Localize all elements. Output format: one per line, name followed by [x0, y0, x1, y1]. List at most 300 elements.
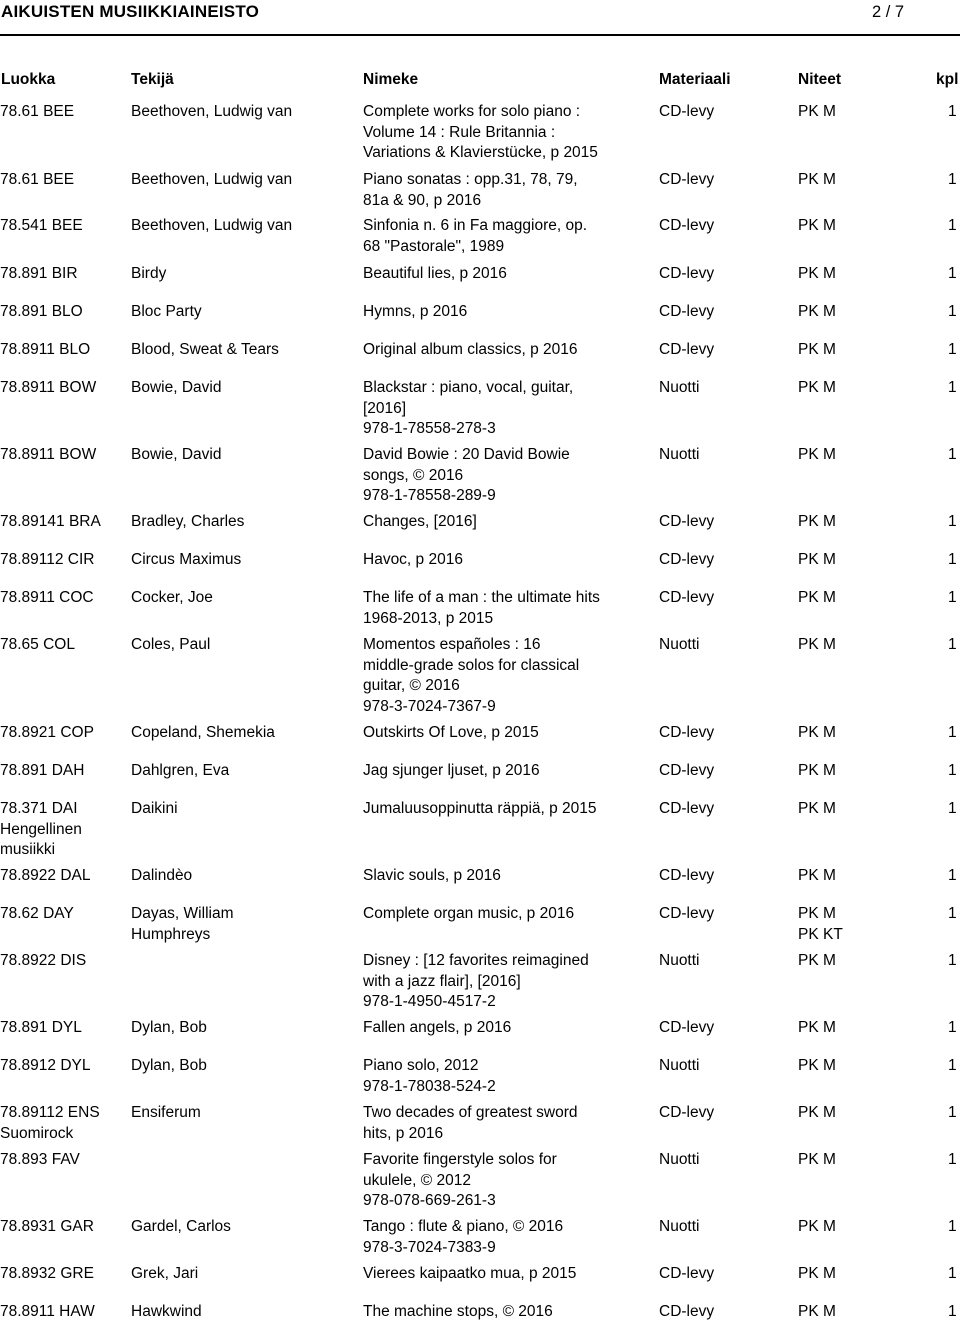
- cell-materiaali: [659, 1264, 794, 1285]
- cell-niteet: [798, 866, 898, 887]
- cell-nimeke: [363, 1217, 653, 1258]
- cell-luokka-line: 78.371 DAI: [0, 800, 78, 817]
- cell-nimeke-line: ukulele, © 2012: [363, 1171, 471, 1189]
- cell-luokka-line: 78.8911 HAW: [0, 1303, 95, 1320]
- cell-kpl-line: 1: [948, 952, 957, 969]
- cell-tekija: [131, 866, 359, 887]
- cell-tekija-line: Circus Maximus: [131, 551, 242, 568]
- cell-niteet-line: PK M: [798, 589, 836, 606]
- cell-kpl-line: 1: [948, 1057, 957, 1074]
- cell-nimeke-line: 978-3-7024-7383-9: [363, 1238, 496, 1256]
- cell-luokka-line: 78.89112 ENS: [0, 1104, 100, 1121]
- cell-luokka-line: 78.8911 BLO: [0, 341, 91, 358]
- cell-nimeke-line: The life of a man : the ultimate hits: [363, 589, 600, 606]
- cell-niteet: [798, 378, 898, 399]
- cell-materiaali: [659, 512, 794, 533]
- cell-luokka-line: 78.8911 BOW: [0, 446, 97, 463]
- cell-tekija: [131, 170, 359, 191]
- cell-niteet-line: PK M: [798, 341, 836, 358]
- cell-materiaali: [659, 302, 794, 323]
- cell-tekija-line: Dylan, Bob: [131, 1019, 207, 1036]
- cell-tekija: [131, 1217, 359, 1238]
- cell-niteet: [798, 264, 898, 285]
- cell-tekija-line: Bradley, Charles: [131, 513, 245, 530]
- cell-nimeke-line: [2016]: [363, 399, 407, 417]
- cell-kpl-line: 1: [948, 303, 957, 320]
- cell-nimeke-line: Tango : flute & piano, © 2016: [363, 1218, 564, 1235]
- cell-kpl: [948, 723, 960, 744]
- cell-nimeke: [363, 102, 653, 164]
- cell-niteet-line: PK M: [798, 265, 836, 282]
- cell-tekija: [131, 723, 359, 744]
- cell-niteet: [798, 799, 898, 820]
- cell-kpl: [948, 170, 960, 191]
- cell-nimeke-line: Original album classics, p 2016: [363, 341, 578, 358]
- cell-materiaali: [659, 588, 794, 609]
- cell-tekija-line: Blood, Sweat & Tears: [131, 341, 279, 358]
- cell-kpl: [948, 1018, 960, 1039]
- cell-nimeke: [363, 761, 653, 782]
- cell-materiaali-line: Nuotti: [659, 1151, 700, 1168]
- cell-luokka-line: Suomirock: [0, 1124, 74, 1142]
- column-header-niteet: Niteet: [798, 71, 842, 88]
- cell-nimeke: [363, 445, 653, 507]
- cell-nimeke-line: Piano sonatas : opp.31, 78, 79,: [363, 171, 578, 188]
- cell-niteet-line: PK M: [798, 551, 836, 568]
- cell-materiaali-line: CD-levy: [659, 1265, 715, 1282]
- cell-luokka: [0, 761, 125, 782]
- cell-kpl-line: 1: [948, 1265, 957, 1282]
- cell-tekija-line: Dalindèo: [131, 867, 193, 884]
- cell-kpl: [948, 378, 960, 399]
- cell-niteet: [798, 1056, 898, 1077]
- cell-nimeke: [363, 302, 653, 323]
- cell-luokka-line: 78.893 FAV: [0, 1151, 80, 1168]
- cell-nimeke-line: guitar, © 2016: [363, 677, 460, 694]
- cell-luokka: [0, 904, 125, 925]
- cell-niteet: [798, 1264, 898, 1285]
- cell-luokka-line: 78.891 DAH: [0, 762, 85, 779]
- cell-niteet: [798, 512, 898, 533]
- cell-nimeke-line: Jag sjunger ljuset, p 2016: [363, 762, 540, 779]
- cell-kpl: [948, 635, 960, 656]
- cell-tekija: [131, 445, 359, 466]
- cell-niteet-line: PK M: [798, 446, 836, 463]
- cell-kpl-line: 1: [948, 379, 957, 396]
- cell-nimeke-line: Havoc, p 2016: [363, 551, 463, 568]
- cell-tekija-line: Daikini: [131, 800, 178, 817]
- cell-materiaali-line: CD-levy: [659, 724, 715, 741]
- cell-nimeke-line: Disney : [12 favorites reimagined: [363, 952, 589, 969]
- cell-tekija: [131, 1264, 359, 1285]
- cell-tekija-line: Coles, Paul: [131, 636, 211, 653]
- cell-luokka-line: 78.8932 GRE: [0, 1265, 94, 1282]
- cell-materiaali-line: CD-levy: [659, 217, 715, 234]
- cell-luokka: [0, 1264, 125, 1285]
- cell-kpl-line: 1: [948, 905, 957, 922]
- cell-nimeke: [363, 866, 653, 887]
- cell-kpl: [948, 1302, 960, 1323]
- cell-luokka: [0, 723, 125, 744]
- cell-tekija-line: Ensiferum: [131, 1104, 201, 1121]
- cell-luokka-line: 78.8911 BOW: [0, 379, 97, 396]
- cell-nimeke-line: Piano solo, 2012: [363, 1057, 479, 1074]
- cell-niteet-line: PK M: [798, 217, 836, 234]
- cell-niteet: [798, 904, 898, 945]
- cell-materiaali: [659, 1302, 794, 1323]
- cell-niteet-line: PK M: [798, 1303, 836, 1320]
- cell-nimeke-line: 978-3-7024-7367-9: [363, 697, 496, 715]
- cell-tekija-line: Beethoven, Ludwig van: [131, 171, 293, 188]
- cell-nimeke-line: Outskirts Of Love, p 2015: [363, 724, 539, 741]
- cell-kpl: [948, 1150, 960, 1171]
- cell-nimeke-line: Blackstar : piano, vocal, guitar,: [363, 379, 574, 396]
- cell-tekija: [131, 1302, 359, 1323]
- cell-nimeke: [363, 378, 653, 440]
- cell-luokka-line: 78.891 BIR: [0, 265, 78, 282]
- cell-materiaali-line: CD-levy: [659, 171, 715, 188]
- cell-luokka: [0, 170, 125, 191]
- cell-luokka-line: 78.61 BEE: [0, 103, 75, 120]
- column-header-tekija: Tekijä: [131, 71, 174, 88]
- cell-kpl: [948, 550, 960, 571]
- cell-nimeke-line: 978-1-78558-278-3: [363, 420, 496, 437]
- cell-niteet-line: PK M: [798, 1057, 836, 1074]
- cell-materiaali: [659, 951, 794, 972]
- cell-tekija-line: Bowie, David: [131, 379, 222, 396]
- cell-kpl-line: 1: [948, 636, 957, 653]
- cell-luokka: [0, 1217, 125, 1238]
- column-header-kpl: kpl: [936, 71, 959, 88]
- cell-materiaali-line: CD-levy: [659, 1104, 715, 1121]
- cell-niteet: [798, 635, 898, 656]
- cell-luokka: [0, 1056, 125, 1077]
- cell-nimeke-line: Momentos españoles : 16: [363, 636, 541, 653]
- cell-nimeke-line: Changes, [2016]: [363, 513, 477, 530]
- cell-niteet-line: PK M: [798, 513, 836, 530]
- cell-kpl: [948, 761, 960, 782]
- cell-materiaali-line: CD-levy: [659, 341, 715, 358]
- cell-niteet-line: PK M: [798, 1104, 836, 1121]
- cell-materiaali-line: CD-levy: [659, 589, 715, 606]
- cell-nimeke: [363, 588, 653, 629]
- cell-luokka: [0, 635, 125, 656]
- cell-nimeke: [363, 1018, 653, 1039]
- cell-luokka-line: 78.65 COL: [0, 636, 75, 653]
- cell-kpl: [948, 512, 960, 533]
- cell-luokka-line: 78.62 DAY: [0, 905, 74, 922]
- cell-kpl: [948, 866, 960, 887]
- cell-luokka-line: 78.891 DYL: [0, 1019, 82, 1036]
- cell-kpl: [948, 1217, 960, 1238]
- column-header-materiaali: Materiaali: [659, 71, 731, 88]
- cell-niteet-line: PK M: [798, 379, 836, 396]
- cell-luokka-line: 78.891 BLO: [0, 303, 83, 320]
- cell-luokka-line: 78.8911 COC: [0, 589, 94, 606]
- cell-nimeke: [363, 1150, 653, 1212]
- cell-nimeke: [363, 170, 653, 211]
- cell-materiaali: [659, 264, 794, 285]
- cell-kpl-line: 1: [948, 1218, 957, 1235]
- cell-tekija: [131, 799, 359, 820]
- cell-niteet: [798, 1018, 898, 1039]
- cell-niteet: [798, 761, 898, 782]
- cell-kpl-line: 1: [948, 265, 957, 282]
- cell-niteet-line: PK M: [798, 952, 836, 969]
- cell-materiaali-line: Nuotti: [659, 636, 700, 653]
- cell-nimeke-line: Two decades of greatest sword: [363, 1104, 578, 1121]
- cell-materiaali: [659, 102, 794, 123]
- cell-tekija: [131, 302, 359, 323]
- cell-luokka-line: musiikki: [0, 841, 56, 858]
- cell-nimeke-line: 1968-2013, p 2015: [363, 609, 494, 627]
- cell-niteet: [798, 588, 898, 609]
- cell-nimeke-line: Complete organ music, p 2016: [363, 905, 575, 922]
- cell-luokka-line: 78.8921 COP: [0, 724, 94, 741]
- cell-kpl-line: 1: [948, 341, 957, 358]
- cell-kpl: [948, 216, 960, 237]
- cell-kpl: [948, 102, 960, 123]
- cell-nimeke-line: Fallen angels, p 2016: [363, 1019, 512, 1036]
- cell-niteet: [798, 1217, 898, 1238]
- cell-nimeke-line: The machine stops, © 2016: [363, 1303, 553, 1320]
- cell-tekija-line: Dylan, Bob: [131, 1057, 207, 1074]
- cell-tekija: [131, 1056, 359, 1077]
- cell-materiaali: [659, 1150, 794, 1171]
- cell-niteet-line: PK M: [798, 800, 836, 817]
- cell-nimeke: [363, 723, 653, 744]
- cell-tekija-line: Beethoven, Ludwig van: [131, 217, 293, 234]
- cell-kpl-line: 1: [948, 589, 957, 606]
- cell-materiaali: [659, 866, 794, 887]
- cell-luokka-line: 78.61 BEE: [0, 171, 75, 188]
- cell-niteet-line: PK M: [798, 724, 836, 741]
- cell-kpl: [948, 1264, 960, 1285]
- cell-tekija: [131, 1018, 359, 1039]
- cell-luokka: [0, 445, 125, 466]
- cell-kpl-line: 1: [948, 446, 957, 463]
- cell-luokka: [0, 512, 125, 533]
- cell-tekija-line: Dahlgren, Eva: [131, 762, 230, 779]
- cell-luokka-line: 78.8931 GAR: [0, 1218, 94, 1235]
- cell-tekija: [131, 904, 359, 945]
- cell-tekija-line: Beethoven, Ludwig van: [131, 103, 293, 120]
- cell-tekija: [131, 550, 359, 571]
- cell-nimeke: [363, 550, 653, 571]
- cell-nimeke-line: David Bowie : 20 David Bowie: [363, 446, 570, 463]
- cell-nimeke-line: Sinfonia n. 6 in Fa maggiore, op.: [363, 217, 588, 234]
- cell-materiaali: [659, 761, 794, 782]
- cell-luokka: [0, 302, 125, 323]
- cell-materiaali: [659, 445, 794, 466]
- cell-niteet: [798, 1150, 898, 1171]
- cell-materiaali: [659, 904, 794, 925]
- cell-materiaali: [659, 799, 794, 820]
- cell-niteet-line: PK M: [798, 762, 836, 779]
- cell-materiaali-line: Nuotti: [659, 379, 700, 396]
- cell-tekija-line: Grek, Jari: [131, 1265, 199, 1282]
- cell-kpl-line: 1: [948, 1019, 957, 1036]
- cell-materiaali-line: Nuotti: [659, 1218, 700, 1235]
- cell-nimeke-line: Hymns, p 2016: [363, 303, 468, 320]
- cell-nimeke-line: hits, p 2016: [363, 1124, 444, 1142]
- cell-nimeke-line: middle-grade solos for classical: [363, 656, 580, 674]
- cell-materiaali: [659, 1056, 794, 1077]
- cell-niteet-line: PK M: [798, 636, 836, 653]
- cell-luokka: [0, 799, 125, 861]
- cell-niteet: [798, 170, 898, 191]
- cell-nimeke: [363, 904, 653, 925]
- cell-tekija-line: Gardel, Carlos: [131, 1218, 231, 1235]
- cell-kpl-line: 1: [948, 551, 957, 568]
- cell-kpl-line: 1: [948, 724, 957, 741]
- cell-kpl-line: 1: [948, 217, 957, 234]
- cell-tekija-line: Dayas, William: [131, 905, 234, 922]
- cell-materiaali-line: Nuotti: [659, 1057, 700, 1074]
- cell-nimeke: [363, 264, 653, 285]
- cell-tekija-line: Birdy: [131, 265, 167, 282]
- cell-kpl: [948, 445, 960, 466]
- cell-nimeke-line: songs, © 2016: [363, 466, 464, 484]
- cell-niteet: [798, 723, 898, 744]
- cell-niteet-line: PK M: [798, 103, 836, 120]
- cell-tekija-line: Copeland, Shemekia: [131, 724, 275, 741]
- cell-niteet: [798, 951, 898, 972]
- cell-luokka-line: 78.89141 BRA: [0, 513, 101, 530]
- cell-kpl-line: 1: [948, 867, 957, 884]
- cell-tekija-line: Humphreys: [131, 925, 211, 943]
- cell-kpl-line: 1: [948, 762, 957, 779]
- cell-niteet-line: PK M: [798, 867, 836, 884]
- cell-tekija: [131, 1103, 359, 1124]
- cell-materiaali: [659, 1018, 794, 1039]
- cell-nimeke: [363, 1264, 653, 1285]
- cell-kpl: [948, 904, 960, 925]
- cell-niteet-line: PK KT: [798, 925, 843, 943]
- cell-materiaali: [659, 216, 794, 237]
- cell-luokka-line: 78.541 BEE: [0, 217, 83, 234]
- cell-nimeke-line: 81a & 90, p 2016: [363, 191, 482, 209]
- cell-tekija: [131, 761, 359, 782]
- cell-luokka: [0, 1150, 125, 1171]
- cell-niteet: [798, 1302, 898, 1323]
- cell-nimeke-line: Beautiful lies, p 2016: [363, 265, 507, 282]
- cell-luokka: [0, 951, 125, 972]
- cell-luokka: [0, 264, 125, 285]
- cell-materiaali-line: CD-levy: [659, 1019, 715, 1036]
- cell-niteet-line: PK M: [798, 1151, 836, 1168]
- cell-kpl: [948, 799, 960, 820]
- cell-kpl: [948, 264, 960, 285]
- cell-kpl-line: 1: [948, 1104, 957, 1121]
- cell-materiaali: [659, 170, 794, 191]
- cell-luokka: [0, 1103, 125, 1144]
- cell-nimeke: [363, 635, 653, 717]
- cell-niteet-line: PK M: [798, 1218, 836, 1235]
- cell-niteet-line: PK M: [798, 303, 836, 320]
- cell-materiaali-line: CD-levy: [659, 303, 715, 320]
- cell-materiaali: [659, 340, 794, 361]
- cell-niteet: [798, 340, 898, 361]
- cell-tekija: [131, 102, 359, 123]
- cell-materiaali: [659, 723, 794, 744]
- cell-luokka: [0, 216, 125, 237]
- cell-tekija: [131, 588, 359, 609]
- cell-niteet: [798, 1103, 898, 1124]
- cell-niteet: [798, 216, 898, 237]
- cell-luokka: [0, 378, 125, 399]
- cell-luokka: [0, 550, 125, 571]
- cell-luokka: [0, 1018, 125, 1039]
- cell-materiaali-line: CD-levy: [659, 905, 715, 922]
- cell-tekija-line: Hawkwind: [131, 1303, 202, 1320]
- cell-kpl-line: 1: [948, 1151, 957, 1168]
- cell-materiaali-line: CD-levy: [659, 800, 715, 817]
- cell-tekija: [131, 340, 359, 361]
- cell-tekija: [131, 635, 359, 656]
- cell-luokka: [0, 588, 125, 609]
- page-number: 2 / 7: [872, 3, 905, 21]
- cell-tekija: [131, 378, 359, 399]
- cell-niteet-line: PK M: [798, 1265, 836, 1282]
- cell-nimeke: [363, 799, 653, 820]
- cell-kpl: [948, 340, 960, 361]
- cell-luokka-line: 78.8922 DAL: [0, 867, 91, 884]
- cell-materiaali-line: Nuotti: [659, 952, 700, 969]
- cell-nimeke-line: 978-1-78038-524-2: [363, 1077, 496, 1095]
- cell-materiaali-line: CD-levy: [659, 265, 715, 282]
- cell-materiaali: [659, 635, 794, 656]
- cell-luokka: [0, 340, 125, 361]
- cell-niteet-line: PK M: [798, 171, 836, 188]
- cell-nimeke-line: 68 "Pastorale", 1989: [363, 237, 505, 255]
- column-header-nimeke: Nimeke: [363, 71, 419, 88]
- cell-nimeke-line: Volume 14 : Rule Britannia :: [363, 123, 556, 141]
- cell-tekija-line: Cocker, Joe: [131, 589, 213, 606]
- cell-materiaali-line: CD-levy: [659, 762, 715, 779]
- cell-tekija: [131, 216, 359, 237]
- cell-materiaali-line: Nuotti: [659, 446, 700, 463]
- cell-tekija-line: Bloc Party: [131, 303, 202, 320]
- cell-luokka-line: 78.89112 CIR: [0, 551, 95, 568]
- cell-kpl-line: 1: [948, 1303, 957, 1320]
- cell-nimeke-line: Vierees kaipaatko mua, p 2015: [363, 1265, 577, 1282]
- cell-niteet-line: PK M: [798, 1019, 836, 1036]
- cell-kpl: [948, 1103, 960, 1124]
- cell-nimeke: [363, 951, 653, 1013]
- cell-tekija-line: Bowie, David: [131, 446, 222, 463]
- cell-kpl: [948, 588, 960, 609]
- cell-materiaali: [659, 550, 794, 571]
- cell-nimeke-line: with a jazz flair], [2016]: [363, 972, 521, 990]
- cell-nimeke: [363, 216, 653, 257]
- column-header-luokka: Luokka: [1, 71, 56, 88]
- cell-nimeke-line: Slavic souls, p 2016: [363, 867, 501, 884]
- cell-nimeke-line: Complete works for solo piano :: [363, 103, 581, 120]
- cell-tekija: [131, 512, 359, 533]
- cell-luokka-line: 78.8922 DIS: [0, 952, 87, 969]
- cell-nimeke-line: 978-1-4950-4517-2: [363, 993, 496, 1010]
- cell-luokka: [0, 102, 125, 123]
- cell-luokka: [0, 1302, 125, 1323]
- cell-nimeke-line: Favorite fingerstyle solos for: [363, 1151, 557, 1168]
- cell-kpl-line: 1: [948, 171, 957, 188]
- document-title: AIKUISTEN MUSIIKKIAINEISTO: [1, 2, 260, 21]
- cell-nimeke-line: 978-1-78558-289-9: [363, 487, 496, 504]
- cell-nimeke-line: Jumaluusoppinutta räppiä, p 2015: [363, 800, 597, 817]
- cell-materiaali: [659, 1217, 794, 1238]
- cell-niteet: [798, 302, 898, 323]
